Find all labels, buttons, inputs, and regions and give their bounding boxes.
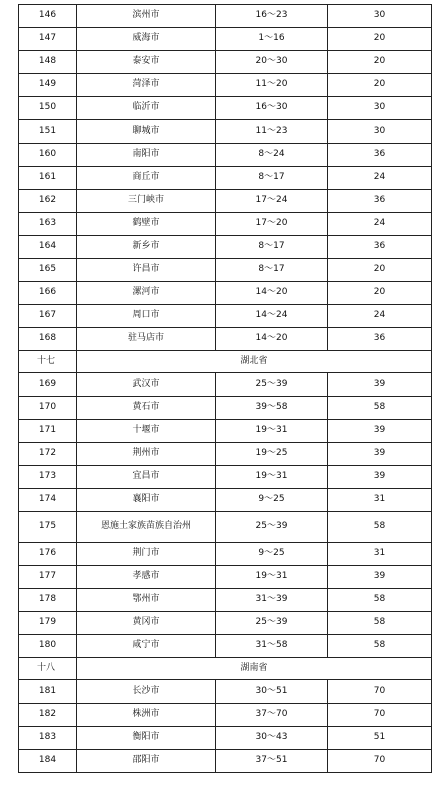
city-name: 三门峡市: [77, 189, 216, 212]
range-value: 19～31: [216, 465, 328, 488]
city-name: 新乡市: [77, 235, 216, 258]
city-name: 长沙市: [77, 680, 216, 703]
limit-value: 36: [328, 143, 432, 166]
city-name: 商丘市: [77, 166, 216, 189]
range-value: 17～20: [216, 212, 328, 235]
city-name: 荆门市: [77, 542, 216, 565]
row-number: 161: [19, 166, 77, 189]
row-number: 151: [19, 120, 77, 143]
limit-value: 70: [328, 703, 432, 726]
range-value: 14～20: [216, 328, 328, 351]
table-row: [19, 328, 432, 351]
limit-value: 20: [328, 51, 432, 74]
table-row: [19, 566, 432, 589]
table-row: [19, 396, 432, 419]
limit-value: 58: [328, 589, 432, 612]
row-number: 148: [19, 51, 77, 74]
limit-value: 70: [328, 680, 432, 703]
table-row: [19, 120, 432, 143]
city-name: 黄冈市: [77, 612, 216, 635]
limit-value: 31: [328, 488, 432, 511]
city-name: 滨州市: [77, 5, 216, 28]
range-value: 1～16: [216, 28, 328, 51]
range-value: 31～39: [216, 589, 328, 612]
range-value: 14～20: [216, 282, 328, 305]
range-value: 19～25: [216, 442, 328, 465]
city-name: 十堰市: [77, 419, 216, 442]
range-value: 30～51: [216, 680, 328, 703]
section-number: 十七: [19, 351, 77, 373]
limit-value: 20: [328, 259, 432, 282]
city-name: 荆州市: [77, 442, 216, 465]
row-number: 183: [19, 726, 77, 749]
range-value: 8～24: [216, 143, 328, 166]
row-number: 173: [19, 465, 77, 488]
row-number: 150: [19, 97, 77, 120]
range-value: 8～17: [216, 166, 328, 189]
limit-value: 58: [328, 635, 432, 658]
range-value: 39～58: [216, 396, 328, 419]
city-name: 鹤壁市: [77, 212, 216, 235]
limit-value: 24: [328, 166, 432, 189]
limit-value: 58: [328, 511, 432, 542]
city-name: 邵阳市: [77, 749, 216, 772]
limit-value: 30: [328, 120, 432, 143]
section-row: [19, 351, 432, 373]
limit-value: 39: [328, 442, 432, 465]
row-number: 146: [19, 5, 77, 28]
row-number: 166: [19, 282, 77, 305]
limit-value: 30: [328, 5, 432, 28]
table-row: [19, 726, 432, 749]
range-value: 25～39: [216, 373, 328, 396]
city-name: 鄂州市: [77, 589, 216, 612]
table-row: [19, 5, 432, 28]
row-number: 177: [19, 566, 77, 589]
table-row: [19, 465, 432, 488]
row-number: 179: [19, 612, 77, 635]
range-value: 8～17: [216, 235, 328, 258]
table-row: [19, 589, 432, 612]
city-name: 黄石市: [77, 396, 216, 419]
row-number: 169: [19, 373, 77, 396]
limit-value: 24: [328, 212, 432, 235]
table-row: [19, 51, 432, 74]
range-value: 25～39: [216, 511, 328, 542]
table-row: [19, 749, 432, 772]
row-number: 165: [19, 259, 77, 282]
row-number: 170: [19, 396, 77, 419]
range-value: 9～25: [216, 488, 328, 511]
limit-value: 20: [328, 282, 432, 305]
limit-value: 39: [328, 566, 432, 589]
range-value: 19～31: [216, 566, 328, 589]
limit-value: 39: [328, 419, 432, 442]
table-row: [19, 259, 432, 282]
limit-value: 36: [328, 328, 432, 351]
city-name: 聊城市: [77, 120, 216, 143]
table-row: [19, 488, 432, 511]
section-row: [19, 658, 432, 680]
city-name: 许昌市: [77, 259, 216, 282]
row-number: 167: [19, 305, 77, 328]
section-number: 十八: [19, 658, 77, 680]
row-number: 181: [19, 680, 77, 703]
city-name: 武汉市: [77, 373, 216, 396]
table-row: [19, 442, 432, 465]
range-value: 14～24: [216, 305, 328, 328]
section-province: 湖南省: [77, 658, 432, 680]
range-value: 25～39: [216, 612, 328, 635]
row-number: 175: [19, 511, 77, 542]
table-row: [19, 703, 432, 726]
row-number: 174: [19, 488, 77, 511]
table-row: [19, 143, 432, 166]
range-value: 17～24: [216, 189, 328, 212]
row-number: 168: [19, 328, 77, 351]
row-number: 182: [19, 703, 77, 726]
city-name: 泰安市: [77, 51, 216, 74]
row-number: 171: [19, 419, 77, 442]
row-number: 147: [19, 28, 77, 51]
row-number: 149: [19, 74, 77, 97]
limit-value: 36: [328, 189, 432, 212]
table-row: [19, 212, 432, 235]
range-value: 30～43: [216, 726, 328, 749]
table-row: [19, 373, 432, 396]
row-number: 162: [19, 189, 77, 212]
limit-value: 36: [328, 235, 432, 258]
limit-value: 58: [328, 612, 432, 635]
row-number: 164: [19, 235, 77, 258]
range-value: 16～30: [216, 97, 328, 120]
row-number: 172: [19, 442, 77, 465]
range-value: 31～58: [216, 635, 328, 658]
table-row: [19, 511, 432, 542]
row-number: 176: [19, 542, 77, 565]
city-name: 周口市: [77, 305, 216, 328]
city-name: 驻马店市: [77, 328, 216, 351]
table-row: [19, 305, 432, 328]
range-value: 11～23: [216, 120, 328, 143]
table-row: [19, 166, 432, 189]
city-name: 株洲市: [77, 703, 216, 726]
range-value: 9～25: [216, 542, 328, 565]
range-value: 16～23: [216, 5, 328, 28]
city-name: 孝感市: [77, 566, 216, 589]
limit-value: 24: [328, 305, 432, 328]
table-row: [19, 419, 432, 442]
city-name: 威海市: [77, 28, 216, 51]
row-number: 184: [19, 749, 77, 772]
range-value: 37～51: [216, 749, 328, 772]
row-number: 163: [19, 212, 77, 235]
city-name: 衡阳市: [77, 726, 216, 749]
limit-value: 20: [328, 28, 432, 51]
range-value: 19～31: [216, 419, 328, 442]
table-row: [19, 28, 432, 51]
city-name: 漯河市: [77, 282, 216, 305]
city-name: 襄阳市: [77, 488, 216, 511]
limit-value: 31: [328, 542, 432, 565]
table-body: [19, 5, 432, 773]
city-range-table: [18, 4, 432, 773]
city-name: 临沂市: [77, 97, 216, 120]
table-row: [19, 97, 432, 120]
range-value: 20～30: [216, 51, 328, 74]
table-row: [19, 542, 432, 565]
limit-value: 70: [328, 749, 432, 772]
city-name: 宜昌市: [77, 465, 216, 488]
range-value: 11～20: [216, 74, 328, 97]
city-name: 咸宁市: [77, 635, 216, 658]
city-name: 恩施土家族苗族自治州: [77, 511, 216, 542]
range-value: 8～17: [216, 259, 328, 282]
table-row: [19, 635, 432, 658]
range-value: 37～70: [216, 703, 328, 726]
section-province: 湖北省: [77, 351, 432, 373]
row-number: 160: [19, 143, 77, 166]
limit-value: 58: [328, 396, 432, 419]
limit-value: 39: [328, 465, 432, 488]
table-row: [19, 235, 432, 258]
limit-value: 51: [328, 726, 432, 749]
limit-value: 30: [328, 97, 432, 120]
table-row: [19, 74, 432, 97]
table-row: [19, 282, 432, 305]
city-name: 南阳市: [77, 143, 216, 166]
table-row: [19, 189, 432, 212]
row-number: 180: [19, 635, 77, 658]
city-name: 菏泽市: [77, 74, 216, 97]
limit-value: 39: [328, 373, 432, 396]
limit-value: 20: [328, 74, 432, 97]
table-row: [19, 612, 432, 635]
table-row: [19, 680, 432, 703]
row-number: 178: [19, 589, 77, 612]
